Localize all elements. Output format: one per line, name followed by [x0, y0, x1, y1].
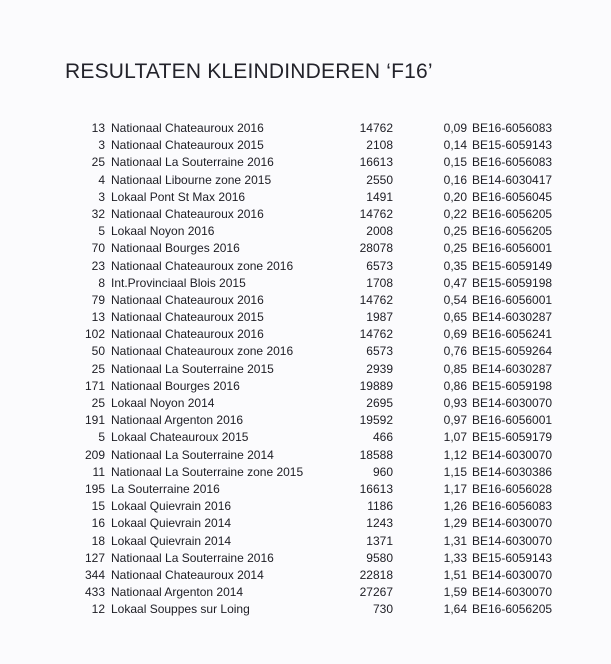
bird-count-cell: 1987 — [366, 310, 393, 325]
place-cell: 344 — [84, 567, 105, 582]
ring-number-cell: BE16-6056083 — [472, 499, 553, 514]
coefficient-cell: 0,20 — [443, 189, 467, 204]
race-name-cell: Nationaal La Souterraine 2014 — [111, 447, 274, 462]
ring-number-cell: BE14-6030070 — [472, 516, 553, 531]
race-name-cell: Nationaal Chateauroux 2016 — [111, 292, 264, 307]
coefficient-cell: 0,93 — [443, 396, 467, 410]
ring-number-cell: BE16-6056001 — [472, 413, 553, 428]
results-table — [0, 120, 611, 618]
race-name-cell: Nationaal Bourges 2016 — [111, 241, 240, 256]
bird-count-cell: 19592 — [359, 413, 393, 428]
ring-number-cell: BE14-6030417 — [472, 172, 553, 187]
ring-number-cell: BE16-6056028 — [472, 481, 553, 496]
table-row — [0, 292, 611, 309]
race-name-cell: Nationaal Chateauroux 2016 — [111, 121, 264, 135]
table-row — [0, 154, 611, 171]
race-name-cell: Nationaal La Souterraine 2015 — [111, 361, 274, 376]
coefficient-cell: 1,12 — [443, 447, 467, 462]
race-name-cell: Nationaal Argenton 2014 — [111, 585, 244, 600]
ring-number-cell: BE15-6059264 — [472, 344, 553, 359]
race-name-cell: La Souterraine 2016 — [111, 481, 220, 496]
table-row — [0, 343, 611, 360]
ring-number-cell: BE16-6056205 — [472, 602, 553, 617]
race-name-cell: Lokaal Pont St Max 2016 — [111, 189, 246, 204]
coefficient-cell: 0,16 — [443, 172, 467, 187]
coefficient-cell: 1,07 — [443, 430, 467, 445]
place-cell: 25 — [91, 155, 105, 170]
page-title: RESULTATEN KLEINDINDEREN ‘F16’ — [65, 60, 433, 83]
bird-count-cell: 28078 — [359, 241, 393, 256]
ring-number-cell: BE16-6056001 — [472, 292, 553, 307]
place-cell: 3 — [98, 138, 105, 153]
race-name-cell: Lokaal Quievrain 2014 — [111, 516, 232, 531]
table-row — [0, 137, 611, 154]
bird-count-cell: 9580 — [366, 550, 393, 565]
ring-number-cell: BE14-6030070 — [472, 585, 553, 600]
table-row — [0, 515, 611, 532]
bird-count-cell: 19889 — [359, 378, 393, 393]
coefficient-cell: 0,69 — [443, 327, 467, 342]
bird-count-cell: 2939 — [366, 361, 393, 376]
table-row — [0, 447, 611, 464]
bird-count-cell: 1186 — [367, 499, 393, 514]
race-name-cell: Lokaal Quievrain 2014 — [111, 533, 232, 548]
bird-count-cell: 14762 — [359, 292, 393, 307]
coefficient-cell: 0,14 — [443, 138, 467, 153]
table-row — [0, 361, 611, 378]
place-cell: 23 — [91, 258, 105, 273]
ring-number-cell: BE16-6056083 — [472, 121, 553, 135]
race-name-cell: Int.Provinciaal Blois 2015 — [111, 275, 246, 290]
ring-number-cell: BE14-6030287 — [472, 361, 553, 376]
place-cell: 12 — [91, 602, 105, 617]
coefficient-cell: 1,26 — [443, 499, 467, 514]
race-name-cell: Nationaal La Souterraine 2016 — [111, 155, 274, 170]
bird-count-cell: 14762 — [359, 206, 393, 221]
place-cell: 5 — [98, 430, 105, 445]
table-row — [0, 601, 611, 618]
table-row — [0, 378, 611, 395]
table-row — [0, 326, 611, 343]
table-row — [0, 240, 611, 257]
table-row — [0, 206, 611, 223]
coefficient-cell: 0,25 — [443, 224, 467, 239]
place-cell: 25 — [91, 361, 105, 376]
race-name-cell: Nationaal Chateauroux zone 2016 — [111, 344, 294, 359]
table-row — [0, 120, 611, 137]
race-name-cell: Nationaal Argenton 2016 — [111, 413, 244, 428]
place-cell: 4 — [98, 172, 105, 187]
bird-count-cell: 6573 — [366, 344, 393, 359]
coefficient-cell: 1,59 — [443, 585, 467, 600]
table-row — [0, 275, 611, 292]
place-cell: 127 — [84, 550, 105, 565]
race-name-cell: Nationaal Bourges 2016 — [111, 378, 240, 393]
place-cell: 11 — [92, 464, 105, 479]
bird-count-cell: 22818 — [359, 567, 393, 582]
place-cell: 50 — [91, 344, 105, 359]
place-cell: 15 — [91, 499, 105, 514]
race-name-cell: Nationaal Chateauroux zone 2016 — [111, 258, 294, 273]
place-cell: 32 — [91, 206, 105, 221]
place-cell: 25 — [91, 396, 105, 410]
ring-number-cell: BE16-6056045 — [472, 189, 553, 204]
place-cell: 70 — [91, 241, 105, 256]
coefficient-cell: 0,97 — [443, 413, 467, 428]
ring-number-cell: BE15-6059143 — [472, 550, 553, 565]
table-row — [0, 533, 611, 550]
table-row — [0, 498, 611, 515]
race-name-cell: Nationaal Libourne zone 2015 — [111, 172, 272, 187]
table-row — [0, 429, 611, 446]
coefficient-cell: 1,15 — [443, 464, 467, 479]
coefficient-cell: 0,15 — [443, 155, 467, 170]
ring-number-cell: BE16-6056001 — [472, 241, 553, 256]
bird-count-cell: 1371 — [366, 533, 393, 548]
coefficient-cell: 1,17 — [443, 481, 467, 496]
race-name-cell: Nationaal Chateauroux 2016 — [111, 206, 264, 221]
table-row — [0, 172, 611, 189]
ring-number-cell: BE16-6056205 — [472, 206, 553, 221]
race-name-cell: Lokaal Chateauroux 2015 — [111, 430, 249, 445]
ring-number-cell: BE14-6030070 — [472, 396, 553, 410]
bird-count-cell: 14762 — [359, 121, 393, 135]
bird-count-cell: 16613 — [359, 481, 393, 496]
ring-number-cell: BE14-6030070 — [472, 533, 553, 548]
coefficient-cell: 0,85 — [443, 361, 467, 376]
bird-count-cell: 2550 — [366, 172, 393, 187]
race-name-cell: Nationaal Chateauroux 2015 — [111, 310, 264, 325]
bird-count-cell: 2695 — [366, 396, 393, 410]
table-row — [0, 567, 611, 584]
race-name-cell: Lokaal Noyon 2016 — [111, 224, 215, 239]
coefficient-cell: 0,35 — [443, 258, 467, 273]
coefficient-cell: 0,65 — [443, 310, 467, 325]
table-row — [0, 223, 611, 240]
bird-count-cell: 1491 — [366, 189, 393, 204]
coefficient-cell: 0,76 — [443, 344, 467, 359]
place-cell: 3 — [98, 189, 105, 204]
ring-number-cell: BE16-6056083 — [472, 155, 553, 170]
ring-number-cell: BE15-6059198 — [472, 275, 553, 290]
race-name-cell: Nationaal Chateauroux 2016 — [111, 327, 264, 342]
table-row — [0, 309, 611, 326]
table-row — [0, 464, 611, 481]
ring-number-cell: BE14-6030070 — [472, 567, 553, 582]
ring-number-cell: BE16-6056241 — [472, 327, 553, 342]
table-row — [0, 412, 611, 429]
coefficient-cell: 1,29 — [443, 516, 467, 531]
place-cell: 5 — [98, 224, 105, 239]
place-cell: 8 — [98, 275, 105, 290]
table-row — [0, 258, 611, 275]
place-cell: 102 — [84, 327, 105, 342]
place-cell: 195 — [84, 481, 105, 496]
bird-count-cell: 2008 — [366, 224, 393, 239]
place-cell: 16 — [91, 516, 105, 531]
ring-number-cell: BE16-6056205 — [472, 224, 553, 239]
bird-count-cell: 1708 — [366, 275, 393, 290]
bird-count-cell: 730 — [372, 602, 393, 617]
bird-count-cell: 2108 — [366, 138, 393, 153]
bird-count-cell: 14762 — [359, 327, 393, 342]
coefficient-cell: 1,33 — [443, 550, 467, 565]
race-name-cell: Nationaal Chateauroux 2015 — [111, 138, 264, 153]
coefficient-cell: 0,47 — [443, 275, 467, 290]
race-name-cell: Lokaal Souppes sur Loing — [111, 602, 250, 617]
ring-number-cell: BE15-6059143 — [472, 138, 553, 153]
place-cell: 171 — [84, 378, 105, 393]
ring-number-cell: BE15-6059179 — [472, 430, 553, 445]
table-row — [0, 481, 611, 498]
ring-number-cell: BE15-6059198 — [472, 378, 553, 393]
coefficient-cell: 0,86 — [443, 378, 467, 393]
coefficient-cell: 0,22 — [443, 206, 467, 221]
place-cell: 433 — [84, 585, 105, 600]
table-row — [0, 395, 611, 412]
coefficient-cell: 1,51 — [443, 567, 467, 582]
table-row — [0, 550, 611, 567]
ring-number-cell: BE14-6030070 — [472, 447, 553, 462]
place-cell: 13 — [91, 310, 105, 325]
coefficient-cell: 0,25 — [443, 241, 467, 256]
bird-count-cell: 466 — [372, 430, 393, 445]
place-cell: 209 — [84, 447, 105, 462]
bird-count-cell: 960 — [372, 464, 393, 479]
bird-count-cell: 18588 — [359, 447, 393, 462]
place-cell: 191 — [84, 413, 105, 428]
place-cell: 79 — [91, 292, 105, 307]
bird-count-cell: 6573 — [366, 258, 393, 273]
race-name-cell: Nationaal Chateauroux 2014 — [111, 567, 264, 582]
race-name-cell: Lokaal Quievrain 2016 — [111, 499, 232, 514]
bird-count-cell: 27267 — [359, 585, 393, 600]
ring-number-cell: BE15-6059149 — [472, 258, 553, 273]
place-cell: 13 — [91, 121, 105, 135]
race-name-cell: Nationaal La Souterraine zone 2015 — [111, 464, 304, 479]
coefficient-cell: 0,09 — [443, 121, 467, 135]
race-name-cell: Lokaal Noyon 2014 — [111, 396, 215, 410]
coefficient-cell: 1,31 — [443, 533, 467, 548]
table-row — [0, 584, 611, 601]
bird-count-cell: 1243 — [366, 516, 393, 531]
coefficient-cell: 1,64 — [443, 602, 467, 617]
place-cell: 18 — [91, 533, 105, 548]
coefficient-cell: 0,54 — [443, 292, 467, 307]
ring-number-cell: BE14-6030386 — [472, 464, 553, 479]
bird-count-cell: 16613 — [359, 155, 393, 170]
table-row — [0, 189, 611, 206]
ring-number-cell: BE14-6030287 — [472, 310, 553, 325]
race-name-cell: Nationaal La Souterraine 2016 — [111, 550, 274, 565]
